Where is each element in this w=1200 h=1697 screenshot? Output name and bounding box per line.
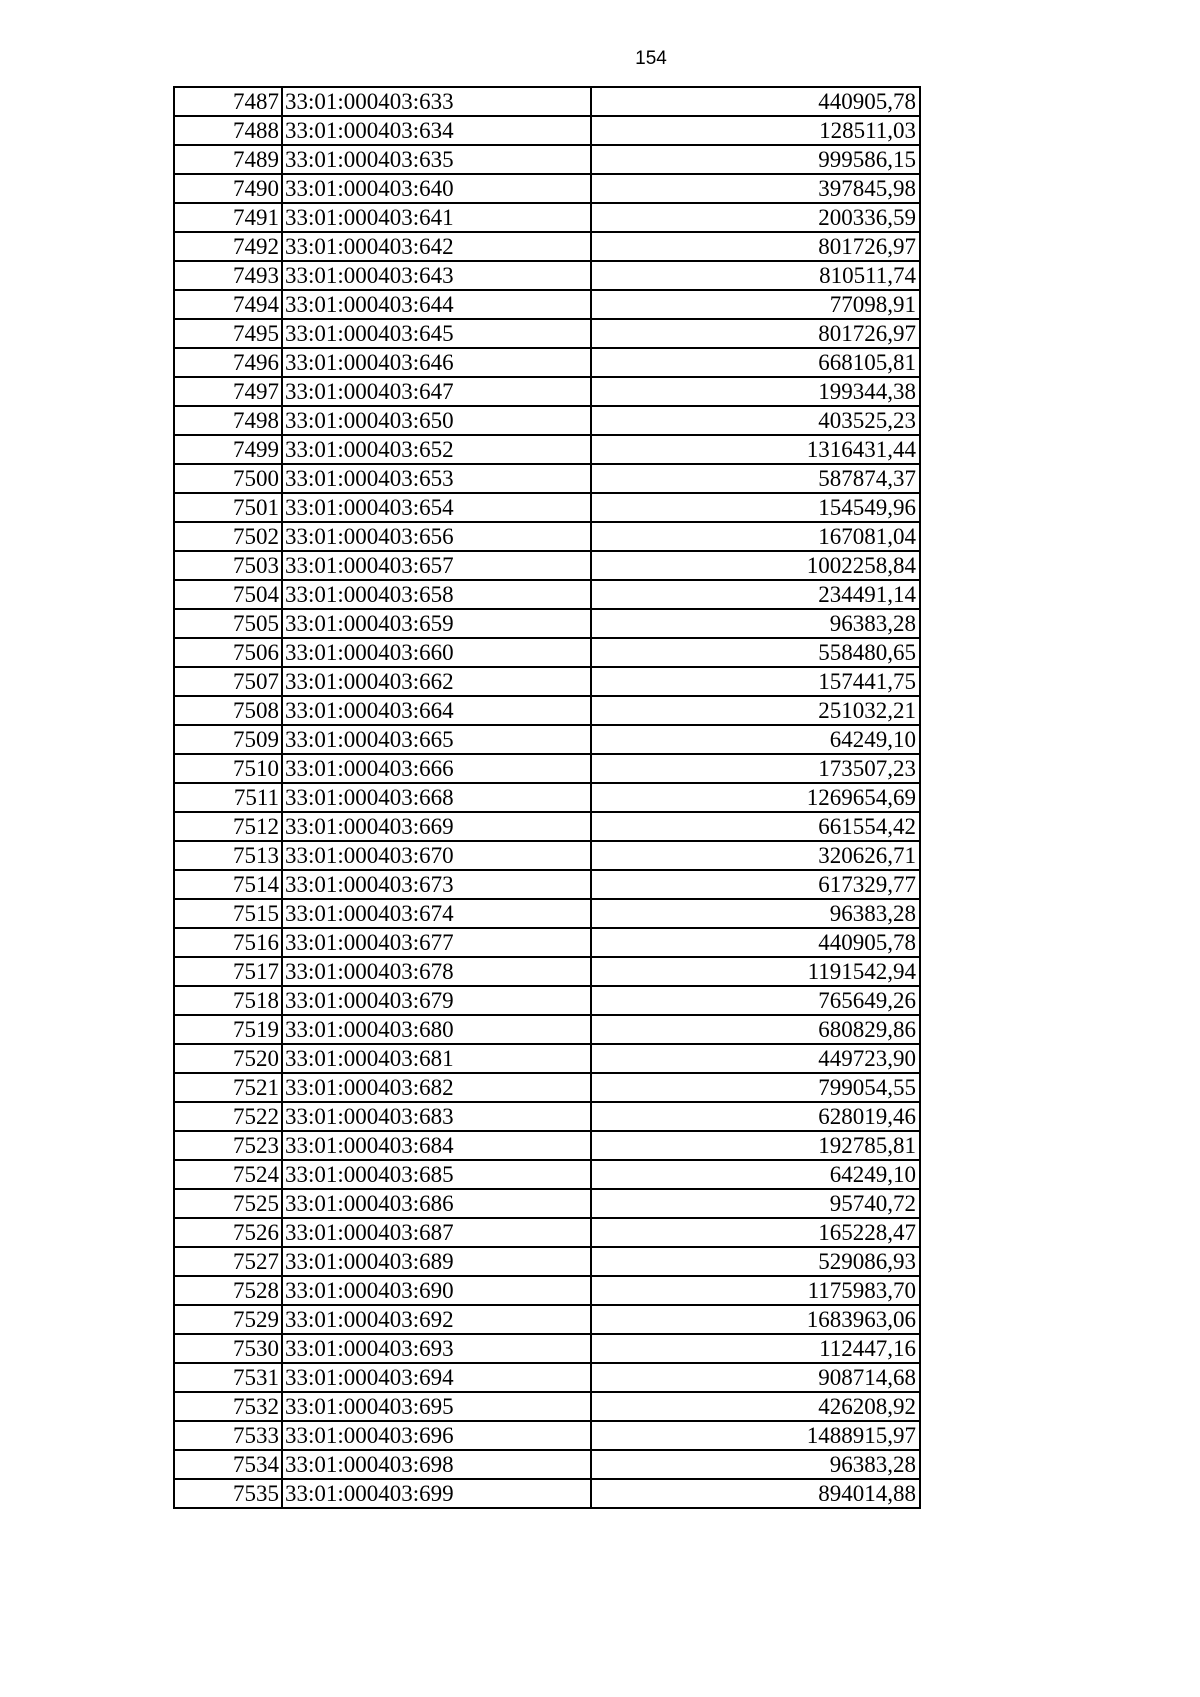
row-number-cell: 7506 — [174, 638, 282, 667]
value-cell: 403525,23 — [591, 406, 920, 435]
value-cell: 668105,81 — [591, 348, 920, 377]
table-row — [174, 609, 920, 638]
table-row — [174, 290, 920, 319]
value-cell: 558480,65 — [591, 638, 920, 667]
table-row — [174, 841, 920, 870]
table-row — [174, 1044, 920, 1073]
row-number-cell: 7529 — [174, 1305, 282, 1334]
table-row — [174, 754, 920, 783]
cadastral-number-cell: 33:01:000403:694 — [282, 1363, 591, 1392]
cadastral-number-cell: 33:01:000403:666 — [282, 754, 591, 783]
value-cell: 96383,28 — [591, 1450, 920, 1479]
table-row — [174, 1450, 920, 1479]
value-cell: 617329,77 — [591, 870, 920, 899]
table-body — [174, 87, 920, 1508]
value-cell: 320626,71 — [591, 841, 920, 870]
row-number-cell: 7525 — [174, 1189, 282, 1218]
table-row — [174, 783, 920, 812]
table-row — [174, 1276, 920, 1305]
table-row — [174, 725, 920, 754]
cadastral-number-cell: 33:01:000403:642 — [282, 232, 591, 261]
table-row — [174, 667, 920, 696]
cadastral-number-cell: 33:01:000403:640 — [282, 174, 591, 203]
cadastral-number-cell: 33:01:000403:673 — [282, 870, 591, 899]
cadastral-number-cell: 33:01:000403:683 — [282, 1102, 591, 1131]
row-number-cell: 7518 — [174, 986, 282, 1015]
row-number-cell: 7516 — [174, 928, 282, 957]
row-number-cell: 7531 — [174, 1363, 282, 1392]
cadastral-number-cell: 33:01:000403:680 — [282, 1015, 591, 1044]
table-row — [174, 261, 920, 290]
cadastral-number-cell: 33:01:000403:660 — [282, 638, 591, 667]
row-number-cell: 7526 — [174, 1218, 282, 1247]
table-row — [174, 551, 920, 580]
value-cell: 661554,42 — [591, 812, 920, 841]
table-row — [174, 1247, 920, 1276]
table-row — [174, 1015, 920, 1044]
cadastral-number-cell: 33:01:000403:653 — [282, 464, 591, 493]
table-row — [174, 1334, 920, 1363]
cadastral-number-cell: 33:01:000403:684 — [282, 1131, 591, 1160]
table-row — [174, 696, 920, 725]
table-row — [174, 232, 920, 261]
cadastral-number-cell: 33:01:000403:645 — [282, 319, 591, 348]
row-number-cell: 7523 — [174, 1131, 282, 1160]
row-number-cell: 7528 — [174, 1276, 282, 1305]
cadastral-number-cell: 33:01:000403:677 — [282, 928, 591, 957]
cadastral-number-cell: 33:01:000403:682 — [282, 1073, 591, 1102]
table-row — [174, 348, 920, 377]
table-row — [174, 1189, 920, 1218]
cadastral-number-cell: 33:01:000403:650 — [282, 406, 591, 435]
row-number-cell: 7535 — [174, 1479, 282, 1508]
value-cell: 64249,10 — [591, 1160, 920, 1189]
value-cell: 587874,37 — [591, 464, 920, 493]
cadastral-number-cell: 33:01:000403:659 — [282, 609, 591, 638]
value-cell: 440905,78 — [591, 87, 920, 116]
table-row — [174, 957, 920, 986]
value-cell: 200336,59 — [591, 203, 920, 232]
row-number-cell: 7497 — [174, 377, 282, 406]
row-number-cell: 7501 — [174, 493, 282, 522]
value-cell: 192785,81 — [591, 1131, 920, 1160]
cadastral-number-cell: 33:01:000403:656 — [282, 522, 591, 551]
row-number-cell: 7502 — [174, 522, 282, 551]
cadastral-number-cell: 33:01:000403:668 — [282, 783, 591, 812]
cadastral-number-cell: 33:01:000403:674 — [282, 899, 591, 928]
table-row — [174, 464, 920, 493]
value-cell: 1002258,84 — [591, 551, 920, 580]
row-number-cell: 7492 — [174, 232, 282, 261]
cadastral-number-cell: 33:01:000403:634 — [282, 116, 591, 145]
row-number-cell: 7511 — [174, 783, 282, 812]
table-row — [174, 87, 920, 116]
value-cell: 251032,21 — [591, 696, 920, 725]
cadastral-number-cell: 33:01:000403:689 — [282, 1247, 591, 1276]
cadastral-number-cell: 33:01:000403:693 — [282, 1334, 591, 1363]
table-row — [174, 319, 920, 348]
cadastral-number-cell: 33:01:000403:644 — [282, 290, 591, 319]
table-row — [174, 493, 920, 522]
cadastral-number-cell: 33:01:000403:654 — [282, 493, 591, 522]
table-row — [174, 638, 920, 667]
cadastral-number-cell: 33:01:000403:664 — [282, 696, 591, 725]
value-cell: 77098,91 — [591, 290, 920, 319]
table-row — [174, 522, 920, 551]
table-row — [174, 986, 920, 1015]
row-number-cell: 7522 — [174, 1102, 282, 1131]
table-row — [174, 1218, 920, 1247]
cadastral-number-cell: 33:01:000403:681 — [282, 1044, 591, 1073]
cadastral-number-cell: 33:01:000403:678 — [282, 957, 591, 986]
value-cell: 165228,47 — [591, 1218, 920, 1247]
table-row — [174, 899, 920, 928]
value-cell: 95740,72 — [591, 1189, 920, 1218]
row-number-cell: 7491 — [174, 203, 282, 232]
table-row — [174, 928, 920, 957]
value-cell: 154549,96 — [591, 493, 920, 522]
value-cell: 801726,97 — [591, 319, 920, 348]
row-number-cell: 7521 — [174, 1073, 282, 1102]
value-cell: 999586,15 — [591, 145, 920, 174]
cadastral-number-cell: 33:01:000403:633 — [282, 87, 591, 116]
cadastral-number-cell: 33:01:000403:665 — [282, 725, 591, 754]
row-number-cell: 7510 — [174, 754, 282, 783]
cadastral-number-cell: 33:01:000403:643 — [282, 261, 591, 290]
data-table — [173, 86, 921, 1509]
value-cell: 112447,16 — [591, 1334, 920, 1363]
row-number-cell: 7517 — [174, 957, 282, 986]
table-row — [174, 406, 920, 435]
row-number-cell: 7498 — [174, 406, 282, 435]
value-cell: 426208,92 — [591, 1392, 920, 1421]
table-row — [174, 435, 920, 464]
row-number-cell: 7508 — [174, 696, 282, 725]
cadastral-number-cell: 33:01:000403:670 — [282, 841, 591, 870]
value-cell: 1683963,06 — [591, 1305, 920, 1334]
cadastral-number-cell: 33:01:000403:657 — [282, 551, 591, 580]
cadastral-number-cell: 33:01:000403:679 — [282, 986, 591, 1015]
value-cell: 1175983,70 — [591, 1276, 920, 1305]
table-row — [174, 377, 920, 406]
value-cell: 1488915,97 — [591, 1421, 920, 1450]
value-cell: 810511,74 — [591, 261, 920, 290]
row-number-cell: 7534 — [174, 1450, 282, 1479]
row-number-cell: 7530 — [174, 1334, 282, 1363]
cadastral-number-cell: 33:01:000403:690 — [282, 1276, 591, 1305]
value-cell: 128511,03 — [591, 116, 920, 145]
table-row — [174, 870, 920, 899]
table-row — [174, 116, 920, 145]
value-cell: 801726,97 — [591, 232, 920, 261]
row-number-cell: 7489 — [174, 145, 282, 174]
value-cell: 1191542,94 — [591, 957, 920, 986]
value-cell: 234491,14 — [591, 580, 920, 609]
cadastral-number-cell: 33:01:000403:692 — [282, 1305, 591, 1334]
cadastral-number-cell: 33:01:000403:662 — [282, 667, 591, 696]
table-row — [174, 1392, 920, 1421]
cadastral-number-cell: 33:01:000403:686 — [282, 1189, 591, 1218]
row-number-cell: 7509 — [174, 725, 282, 754]
value-cell: 799054,55 — [591, 1073, 920, 1102]
row-number-cell: 7512 — [174, 812, 282, 841]
row-number-cell: 7532 — [174, 1392, 282, 1421]
row-number-cell: 7520 — [174, 1044, 282, 1073]
cadastral-number-cell: 33:01:000403:685 — [282, 1160, 591, 1189]
row-number-cell: 7493 — [174, 261, 282, 290]
value-cell: 199344,38 — [591, 377, 920, 406]
row-number-cell: 7494 — [174, 290, 282, 319]
row-number-cell: 7505 — [174, 609, 282, 638]
table-row — [174, 580, 920, 609]
cadastral-number-cell: 33:01:000403:696 — [282, 1421, 591, 1450]
value-cell: 449723,90 — [591, 1044, 920, 1073]
cadastral-number-cell: 33:01:000403:652 — [282, 435, 591, 464]
table-row — [174, 1102, 920, 1131]
table-row — [174, 174, 920, 203]
row-number-cell: 7527 — [174, 1247, 282, 1276]
table-row — [174, 1073, 920, 1102]
row-number-cell: 7495 — [174, 319, 282, 348]
row-number-cell: 7533 — [174, 1421, 282, 1450]
value-cell: 157441,75 — [591, 667, 920, 696]
cadastral-number-cell: 33:01:000403:695 — [282, 1392, 591, 1421]
row-number-cell: 7514 — [174, 870, 282, 899]
row-number-cell: 7496 — [174, 348, 282, 377]
value-cell: 1269654,69 — [591, 783, 920, 812]
table-row — [174, 1160, 920, 1189]
cadastral-number-cell: 33:01:000403:641 — [282, 203, 591, 232]
value-cell: 908714,68 — [591, 1363, 920, 1392]
value-cell: 173507,23 — [591, 754, 920, 783]
table-row — [174, 812, 920, 841]
cadastral-number-cell: 33:01:000403:687 — [282, 1218, 591, 1247]
row-number-cell: 7513 — [174, 841, 282, 870]
row-number-cell: 7500 — [174, 464, 282, 493]
row-number-cell: 7487 — [174, 87, 282, 116]
cadastral-number-cell: 33:01:000403:699 — [282, 1479, 591, 1508]
table-row — [174, 1479, 920, 1508]
table-row — [174, 203, 920, 232]
table-row — [174, 1363, 920, 1392]
row-number-cell: 7507 — [174, 667, 282, 696]
row-number-cell: 7488 — [174, 116, 282, 145]
cadastral-number-cell: 33:01:000403:647 — [282, 377, 591, 406]
table-row — [174, 1421, 920, 1450]
row-number-cell: 7504 — [174, 580, 282, 609]
value-cell: 894014,88 — [591, 1479, 920, 1508]
cadastral-number-cell: 33:01:000403:658 — [282, 580, 591, 609]
page-number: 154 — [635, 48, 667, 69]
value-cell: 167081,04 — [591, 522, 920, 551]
value-cell: 529086,93 — [591, 1247, 920, 1276]
table-row — [174, 145, 920, 174]
row-number-cell: 7490 — [174, 174, 282, 203]
cadastral-number-cell: 33:01:000403:698 — [282, 1450, 591, 1479]
value-cell: 397845,98 — [591, 174, 920, 203]
value-cell: 96383,28 — [591, 609, 920, 638]
cadastral-number-cell: 33:01:000403:669 — [282, 812, 591, 841]
table-row — [174, 1305, 920, 1334]
value-cell: 440905,78 — [591, 928, 920, 957]
row-number-cell: 7524 — [174, 1160, 282, 1189]
cadastral-number-cell: 33:01:000403:646 — [282, 348, 591, 377]
value-cell: 680829,86 — [591, 1015, 920, 1044]
row-number-cell: 7519 — [174, 1015, 282, 1044]
value-cell: 1316431,44 — [591, 435, 920, 464]
value-cell: 628019,46 — [591, 1102, 920, 1131]
table-row — [174, 1131, 920, 1160]
row-number-cell: 7503 — [174, 551, 282, 580]
value-cell: 765649,26 — [591, 986, 920, 1015]
cadastral-number-cell: 33:01:000403:635 — [282, 145, 591, 174]
value-cell: 64249,10 — [591, 725, 920, 754]
row-number-cell: 7499 — [174, 435, 282, 464]
value-cell: 96383,28 — [591, 899, 920, 928]
row-number-cell: 7515 — [174, 899, 282, 928]
